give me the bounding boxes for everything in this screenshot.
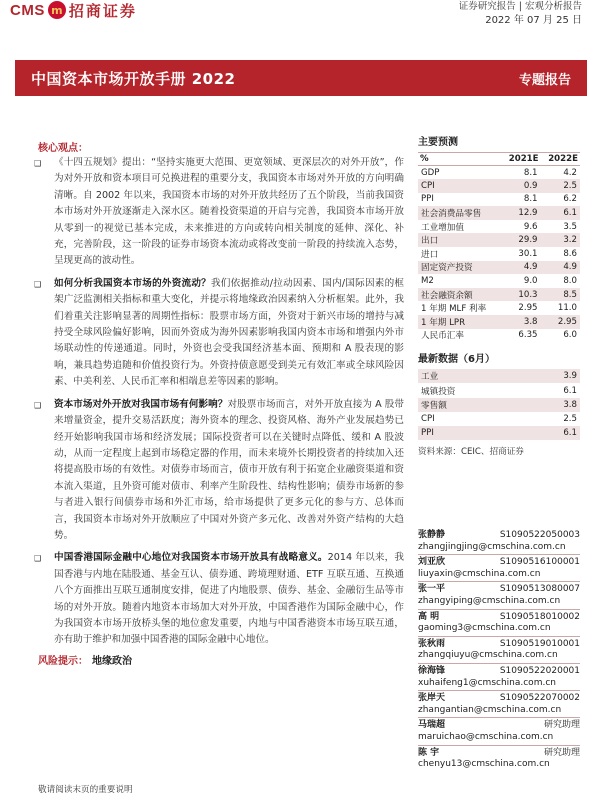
divider: [418, 581, 580, 582]
cell-value: 6.0: [563, 330, 577, 341]
analyst-role: 研究助理: [543, 747, 580, 758]
bullet-square-icon: ❑: [34, 554, 42, 564]
table-row: [418, 315, 580, 329]
forecast-table: [418, 152, 580, 342]
cell-value: 8.5: [541, 288, 580, 302]
row-label: GDP: [421, 167, 440, 178]
column-header: %: [418, 153, 501, 166]
footer-note: 敬请阅读末页的重要说明: [38, 785, 133, 795]
latest-data-title: 最新数据（6月）: [418, 354, 495, 366]
report-meta: [459, 0, 582, 28]
cell-value: 6.1: [527, 426, 580, 440]
divider: [418, 717, 580, 718]
cell-value: 3.8: [527, 398, 580, 412]
bullet-square-icon: ❑: [34, 400, 42, 410]
table-row: [418, 301, 580, 315]
analyst-name: 刘亚欣: [418, 557, 446, 568]
table-row: [418, 261, 580, 275]
analyst-email[interactable]: zhangqiuyu@cmschina.com.cn: [418, 650, 558, 661]
table-row: [418, 398, 580, 412]
table-row: [418, 206, 580, 220]
cell-value: 0.9: [501, 179, 540, 193]
cell-value: 30.1: [518, 248, 538, 259]
analyst-entry: [418, 693, 580, 718]
logo-chinese: 招商证券: [68, 1, 137, 20]
divider: [418, 690, 580, 691]
cell-value: 2.95: [518, 303, 538, 314]
analyst-email[interactable]: zhangjingjing@cmschina.com.cn: [418, 541, 566, 552]
analyst-email[interactable]: liuyaxin@cmschina.com.cn: [418, 568, 541, 579]
bullet-square-icon: ❑: [34, 279, 42, 289]
report-date: 2022 年 07 月 25 日: [485, 15, 582, 26]
table-row: [418, 329, 580, 343]
cell-value: 9.6: [523, 221, 538, 232]
risk-label: 风险提示：: [38, 656, 88, 667]
analyst-entry: [418, 639, 580, 664]
analyst-entry: [418, 748, 580, 771]
cell-value: 8.1: [523, 194, 538, 205]
logo-latin: CMS: [10, 1, 45, 19]
table-row: [418, 233, 580, 247]
divider: [418, 745, 580, 746]
cell-value: 3.5: [563, 221, 577, 232]
row-label: 进口: [421, 249, 439, 260]
core-views-list: [34, 155, 404, 655]
cell-value: 8.0: [563, 276, 577, 287]
cell-value: 6.1: [563, 385, 577, 396]
bullet-text: 资本市场对外开放对我国市场有何影响？对股票市场而言，对外开放直接为 A 股带来增量资金，提升交易活跃度；海外资本的理念、投资风格、海外产业发展趋势已经开始影响我国市场和经济发展；国际投资者可以在关键时点降低、缓和 A 股波动，从而一定程度上起到市场稳定器的作用，而未来境外长期投资者的持续加入还将提高股市场的有效性。对债券市场而言，债市开放有利于拓宽企业融资渠道和资本流入渠道，且外资可能对债市、利率产生阶段性、结构性影响；债券市场新的参与者进入银行间债券市场和外汇市场，给市场提供了更多元化的参与方、总体而言，我国资本市场对外开放顺应了中国对外资产多元化、改善对外资产结构的大趋势。: [54, 398, 404, 541]
divider: [418, 663, 580, 664]
analyst-name: 张静静: [418, 530, 446, 540]
row-label: 1 年期 LPR: [418, 315, 501, 329]
analyst-license: S1090519010001: [499, 638, 580, 649]
cell-value: 4.9: [541, 261, 580, 275]
analyst-email[interactable]: gaoming3@cmschina.com.cn: [418, 623, 551, 634]
analyst-name: 马瑞超: [418, 720, 446, 731]
bullet-item: [34, 550, 404, 648]
bullet-item: [34, 155, 404, 270]
cell-value: 3.2: [541, 233, 580, 247]
cell-value: 4.2: [563, 167, 577, 178]
cell-value: 11.0: [557, 303, 577, 314]
cell-value: 2.5: [563, 413, 577, 424]
analyst-email[interactable]: xuhaifeng1@cmschina.com.cn: [418, 677, 556, 688]
cell-value: 3.9: [527, 369, 580, 383]
analyst-license: S1090522070002: [499, 693, 580, 704]
report-type: 专题报告: [518, 72, 571, 88]
cell-value: 8.1: [523, 167, 538, 178]
row-label: 零售额: [418, 398, 527, 412]
core-views-label: 核心观点：: [38, 143, 88, 154]
analyst-name: 张秋雨: [418, 638, 446, 649]
cell-value: 6.2: [563, 194, 577, 205]
table-header-row: [418, 153, 580, 166]
analyst-name: 张一平: [418, 584, 446, 595]
analyst-entry: [418, 720, 580, 745]
row-label: CPI: [418, 179, 501, 193]
row-label: 固定资产投资: [418, 261, 501, 275]
table-row: [418, 288, 580, 302]
divider: [418, 636, 580, 637]
analyst-entry: [418, 557, 580, 582]
cell-value: 12.9: [501, 206, 540, 220]
analyst-license: S1090518010002: [499, 611, 580, 622]
bullet-text: 中国香港国际金融中心地位对我国资本市场开放具有战略意义。2014 年以来，我国香港与内地在陆股通、基金互认、债券通、跨境理财通、ETF 互联互通、互换通八个方面推出互联互通制度安排，促进了内地股票、债券、基金、金融衍生品等市场的对外开放。随着内地资本市场加大对外开放，中国香港作为国际金融中心，作为我国资本市场开放桥头堡的地位愈发重要，内地与中国香港资本市场互联互通，亦有助于维护和加强中国香港的国际金融中心地位。: [54, 552, 405, 646]
analyst-license: S1090522050003: [499, 530, 580, 540]
bullet-text: 《十四五规划》提出：“坚持实施更大范围、更宽领域、更深层次的对外开放”，作为对外开放和资本项目可兑换进程的重要分支，我国资本市场对外开放的方向明确清晰。自 2002 年以来，我国资本市场的对外开放共经历了五个阶段，当前我国资本市场对外开放逐渐走入深水区。随着投资渠道的开启与完善，我国资本市场开放从零到一的视觉已基本完成，未来推进的方向或转向相关制度的延伸、深化、补充，完善阶段，这一阶段的证券市场资本流动或将改变前一阶段的持续流入态势，呈现更高的波动性。: [54, 157, 404, 267]
report-title: 中国资本市场开放手册 2022: [31, 69, 236, 88]
row-label: M2: [421, 276, 434, 287]
analyst-license: S1090516100001: [499, 557, 580, 568]
cell-value: 3.8: [501, 315, 540, 329]
analyst-entry: [418, 666, 580, 691]
analyst-license: S1090522020001: [499, 665, 580, 676]
analyst-entry: [418, 530, 580, 555]
cell-value: 2.5: [541, 179, 580, 193]
row-label: 工业增加值: [421, 222, 464, 233]
analyst-email[interactable]: maruichao@cmschina.com.cn: [418, 731, 554, 742]
table-row: [418, 247, 580, 261]
cell-value: 9.0: [523, 276, 538, 287]
report-category: 证券研究报告 | 宏观分析报告: [458, 1, 582, 12]
divider: [418, 609, 580, 610]
row-label: PPI: [421, 194, 434, 205]
brand-logo: [10, 0, 137, 20]
table-row: [418, 412, 580, 426]
cell-value: 6.35: [518, 330, 538, 341]
analyst-entry: [418, 612, 580, 637]
analyst-license: S1090513080007: [499, 584, 580, 595]
divider: [418, 554, 580, 555]
bullet-item: [34, 397, 404, 545]
analyst-email[interactable]: zhangyiping@cmschina.com.cn: [418, 595, 561, 606]
column-header: 2021E: [501, 153, 540, 166]
cell-value: 6.1: [541, 206, 580, 220]
analyst-name: 徐海锋: [418, 665, 446, 676]
table-row: [418, 193, 580, 207]
table-row: [418, 220, 580, 234]
analyst-email[interactable]: zhangantian@cmschina.com.cn: [418, 704, 562, 715]
row-label: 工业: [418, 369, 527, 383]
cell-value: 29.9: [501, 233, 540, 247]
risk-value: 地缘政治: [92, 656, 132, 667]
column-header: 2022E: [541, 153, 580, 166]
table-row: [418, 369, 580, 383]
analyst-name: 张岸天: [418, 693, 446, 704]
analyst-entry: [418, 584, 580, 609]
table-row: [418, 166, 580, 180]
row-label: 社会消费品零售: [418, 206, 501, 220]
cell-value: 8.6: [563, 248, 577, 259]
table-row: [418, 274, 580, 288]
row-label: CPI: [421, 413, 435, 424]
row-label: PPI: [418, 426, 527, 440]
analyst-email[interactable]: chenyu13@cmschina.com.cn: [418, 759, 550, 770]
bullet-text: 如何分析我国资本市场的外资流动？我们依据推动/拉动因素、国内/国际因素的框架广泛监测相关指标和重大变化，并提示将地缘政治因素纳入分析框架。此外，我们着重关注影响显著的周期性指标：股票市场方面，外资对于新兴市场的增持与减持受全球风险偏好影响，因而外资成为海外因素影响我国内资本市场和增强内外市场联动性的传递通道。同时，外资也会受我国经济基本面、预期和 A 股表现的影响，兼具趋势追随和价值投资行为。外资持债意愿受到美元有效汇率或全球风险因素、中美利差、人民币汇率和相端息差等因素的影响。: [54, 277, 405, 388]
cell-value: 2.95: [541, 315, 580, 329]
row-label: 城镇投资: [421, 386, 456, 397]
latest-data-table: [418, 369, 580, 440]
table-row: [418, 426, 580, 440]
analyst-list: [418, 530, 580, 771]
row-label: 人民币汇率: [421, 331, 464, 342]
data-source: 资料来源：CEIC、招商证券: [418, 447, 524, 458]
analyst-name: 高 明: [418, 611, 440, 622]
table-row: [418, 179, 580, 193]
sidebar: [418, 133, 580, 457]
row-label: 出口: [418, 233, 501, 247]
row-label: 1 年期 MLF 利率: [421, 304, 487, 315]
table-row: [418, 383, 580, 397]
row-label: 社会融资余额: [418, 288, 501, 302]
risk-warning: [38, 652, 132, 667]
logo-mark-icon: m: [48, 1, 66, 19]
analyst-role: 研究助理: [543, 720, 580, 731]
cell-value: 10.3: [501, 288, 540, 302]
forecast-title: 主要预测: [418, 137, 458, 148]
analyst-name: 陈 宇: [418, 747, 440, 758]
cell-value: 4.9: [501, 261, 540, 275]
bullet-square-icon: ❑: [34, 159, 42, 168]
title-banner: [15, 60, 587, 96]
bullet-item: [34, 276, 404, 391]
